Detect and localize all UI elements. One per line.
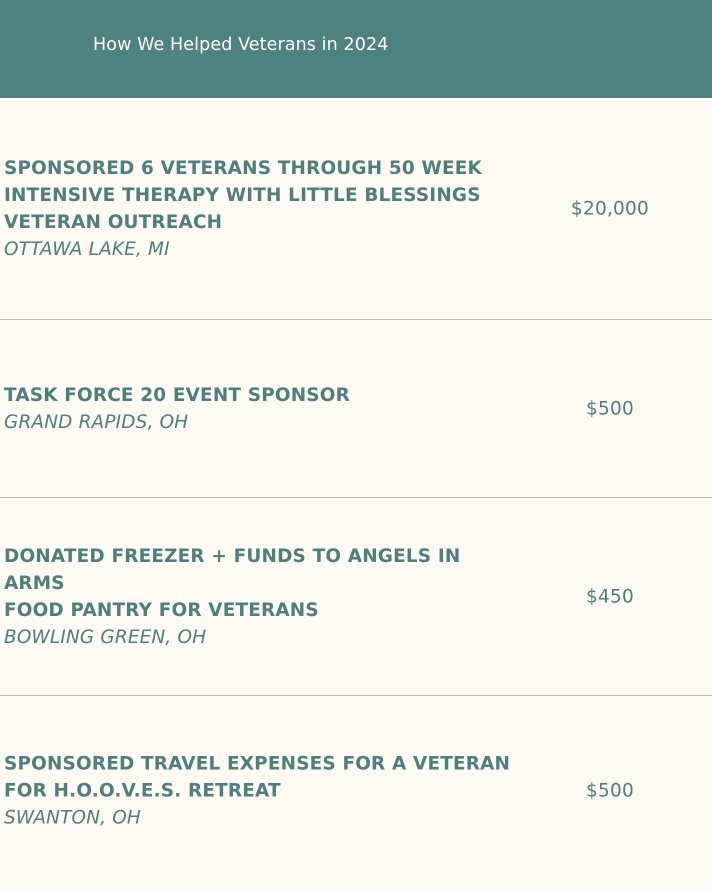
item-location: BOWLING GREEN, OH xyxy=(4,627,207,648)
item-description: DONATED FREEZER + FUNDS TO ANGELS IN ARMS FOOD PANTRY FOR VETERANS xyxy=(4,546,461,621)
item-text xyxy=(4,382,524,436)
item-amount: $500 xyxy=(586,398,634,420)
page-title: How We Helped Veterans in 2024 xyxy=(93,35,389,55)
item-description: SPONSORED 6 VETERANS THROUGH 50 WEEK INTENSIVE THERAPY WITH LITTLE BLESSINGS VETERAN OUTREACH xyxy=(4,158,482,233)
item-amount: $20,000 xyxy=(571,198,649,220)
list-item xyxy=(0,98,712,320)
item-amount: $450 xyxy=(586,586,634,608)
list-item xyxy=(0,696,712,886)
item-location: OTTAWA LAKE, MI xyxy=(4,239,170,260)
list-item xyxy=(0,320,712,498)
item-text xyxy=(4,155,524,263)
header-banner xyxy=(0,0,712,98)
item-text xyxy=(4,543,524,651)
item-text xyxy=(4,751,524,832)
item-location: SWANTON, OH xyxy=(4,807,141,829)
item-description: SPONSORED TRAVEL EXPENSES FOR A VETERAN FOR H.O.O.V.E.S. RETREAT xyxy=(4,753,511,802)
item-location: GRAND RAPIDS, OH xyxy=(4,412,189,433)
item-description: TASK FORCE 20 EVENT SPONSOR xyxy=(4,385,350,406)
list-item xyxy=(0,498,712,696)
item-amount: $500 xyxy=(586,780,634,802)
